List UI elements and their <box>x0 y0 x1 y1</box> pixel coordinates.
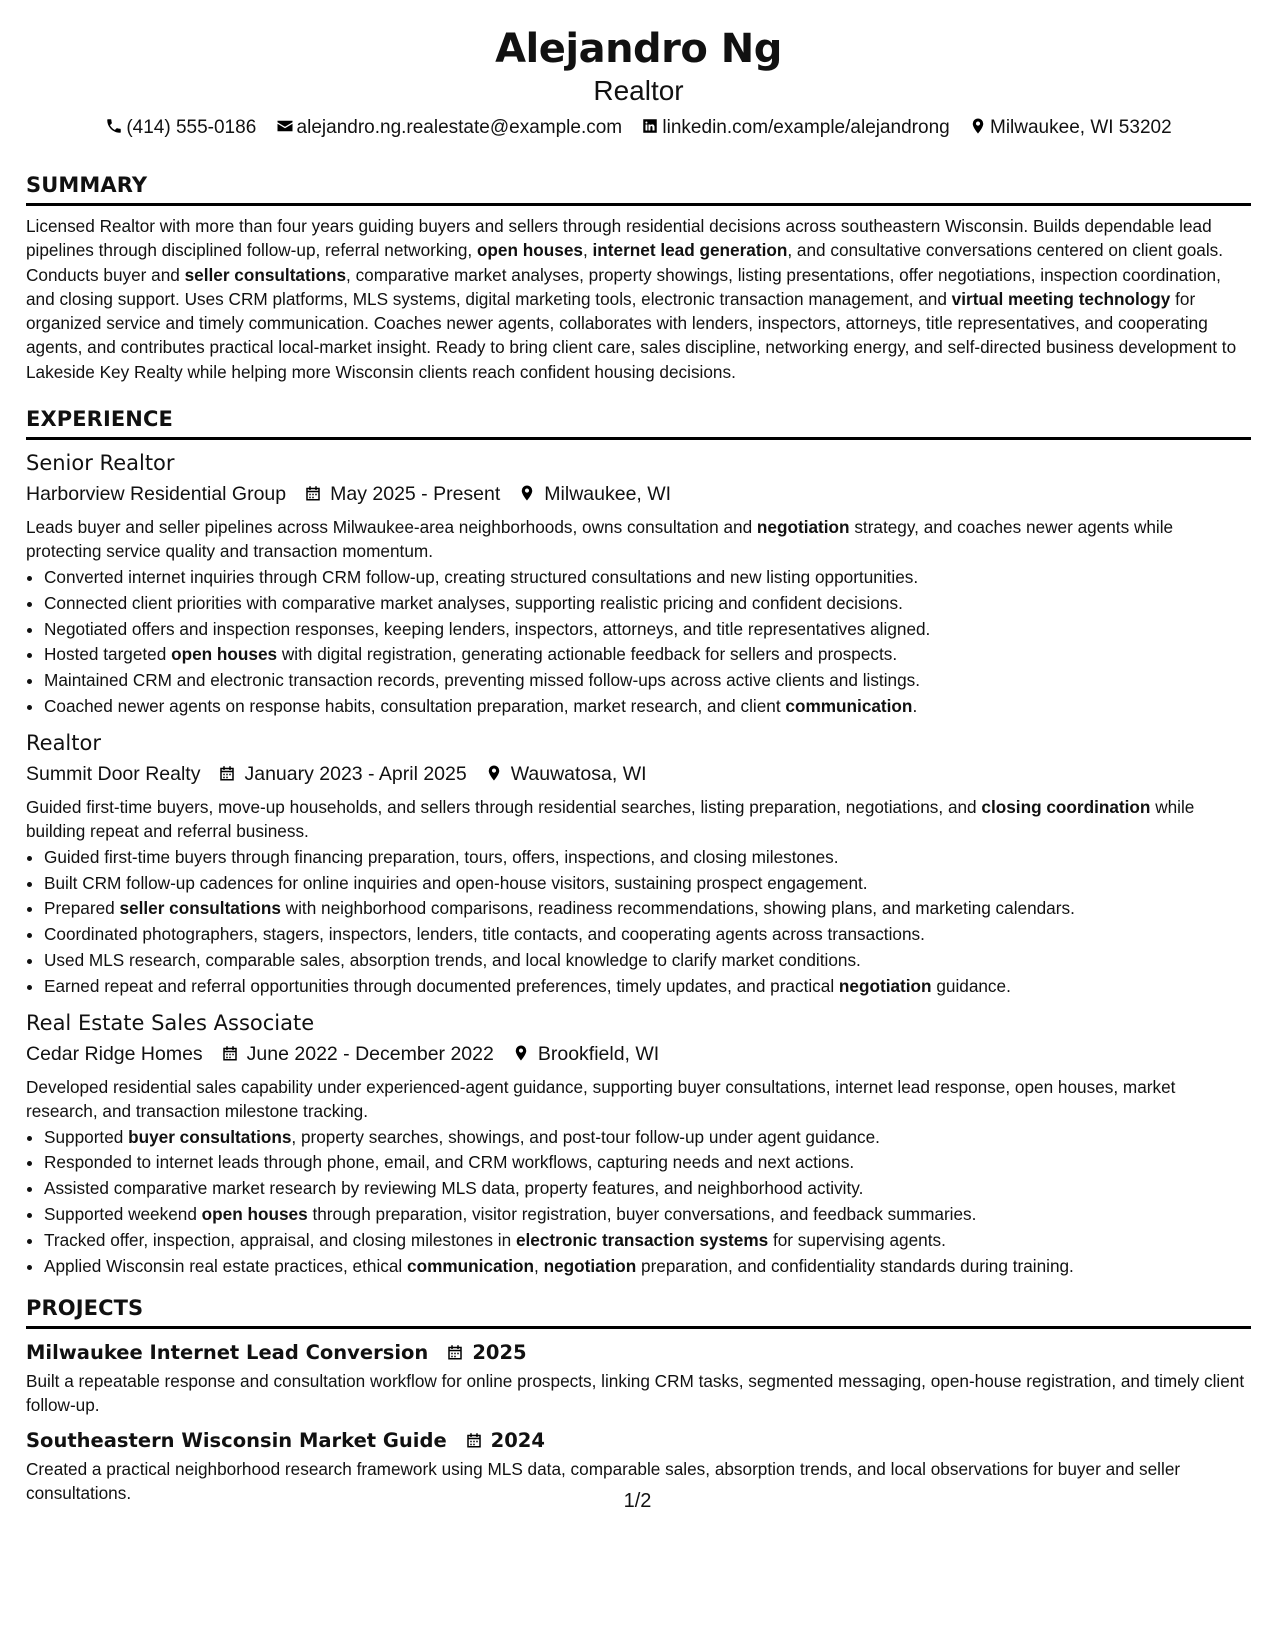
contact-linkedin[interactable] <box>641 114 949 142</box>
job-bullet <box>44 1254 1251 1280</box>
phone-text: (414) 555-0186 <box>126 117 257 138</box>
project-description: Created a practical neighborhood research framework using MLS data, comparable sales, absorption trends, and local observations for buyer and seller consultations. <box>26 1459 1181 1504</box>
keyword: negotiation <box>838 975 932 996</box>
job-company: Harborview Residential Group <box>26 483 287 506</box>
text-part: , property searches, showings, and post-tour follow-up under agent guidance. <box>291 1126 880 1147</box>
text-part: Built CRM follow-up cadences for online inquiries and open-house visitors, sustaining prospect engagement. <box>44 872 868 893</box>
resume-header <box>26 24 1251 142</box>
job-bullet <box>44 668 1251 694</box>
summary-text-part: , comparative market analyses, property showings, listing presentations, offer negotiations, inspection coordination, and closing support. Uses CRM platforms, MLS systems, digital marketing tools, electronic transaction management, and <box>26 264 1221 309</box>
project-year: 2024 <box>490 1429 545 1453</box>
job-bullet <box>44 896 1251 922</box>
section-title-projects: PROJECTS <box>26 1293 1251 1329</box>
text-part: Used MLS research, comparable sales, absorption trends, and local knowledge to clarify market conditions. <box>44 950 861 971</box>
project-description: Built a repeatable response and consultation workflow for online prospects, linking CRM tasks, segmented messaging, open-house registration, and timely client follow-up. <box>26 1371 1245 1416</box>
job-bullet <box>44 922 1251 948</box>
map-pin-icon <box>512 1044 530 1062</box>
keyword: buyer consultations <box>128 1126 292 1147</box>
job-bullet <box>44 1150 1251 1176</box>
contact-line <box>26 114 1251 142</box>
location-text: Milwaukee, WI 53202 <box>990 117 1172 138</box>
text-part: Guided first-time buyers through financing preparation, tours, offers, inspections, and closing milestones. <box>44 846 839 867</box>
envelope-icon <box>276 117 294 135</box>
job-description <box>26 1075 1251 1123</box>
job-description <box>26 795 1251 843</box>
summary-text-part: , <box>582 240 593 261</box>
text-part: guidance. <box>931 975 1011 996</box>
map-pin-icon <box>969 117 987 135</box>
calendar-icon <box>446 1343 464 1361</box>
job-title: Real Estate Sales Associate <box>26 1010 315 1035</box>
job-entry <box>26 728 1251 1000</box>
text-part: , <box>534 1255 544 1276</box>
section-title-experience: EXPERIENCE <box>26 404 1251 440</box>
experience-section <box>26 404 1251 1279</box>
resume-page <box>26 0 1251 1505</box>
job-title: Realtor <box>26 730 101 755</box>
text-part: Negotiated offers and inspection responses, keeping lenders, inspectors, attorneys, and title representatives aligned. <box>44 618 931 639</box>
text-part: while building repeat and referral business. <box>26 796 1195 841</box>
candidate-role: Realtor <box>593 75 684 106</box>
summary-text-part: for organized service and timely communication. Coaches newer agents, collaborates with lenders, inspectors, attorneys, title representatives, and cooperating agents, and contributes practical local-market insight. Ready to bring client care, sales discipline, networking energy, and self-directed business development to Lakeside Key Realty while helping more Wisconsin clients reach confident housing decisions. <box>26 288 1237 382</box>
job-location: Brookfield, WI <box>537 1042 660 1065</box>
job-meta <box>26 480 1251 508</box>
text-part: Coordinated photographers, stagers, inspectors, lenders, title contacts, and cooperating agents across transactions. <box>44 924 925 945</box>
text-part: Supported <box>44 1126 129 1147</box>
summary-keyword: seller consultations <box>184 264 347 285</box>
job-meta <box>26 1040 1251 1068</box>
linkedin-icon <box>641 117 659 135</box>
calendar-icon <box>304 484 322 502</box>
project-title-line <box>26 1339 1251 1367</box>
text-part: Responded to internet leads through phone, email, and CRM workflows, capturing needs and next actions. <box>44 1152 855 1173</box>
job-bullet <box>44 694 1251 720</box>
contact-phone <box>105 114 256 142</box>
text-part: with neighborhood comparisons, readiness recommendations, showing plans, and marketing calendars. <box>280 898 1075 919</box>
keyword: communication <box>407 1255 535 1276</box>
job-bullet <box>44 871 1251 897</box>
text-part: Leads buyer and seller pipelines across Milwaukee-area neighborhoods, owns consultation and <box>26 517 757 538</box>
job-bullet <box>44 948 1251 974</box>
project-list <box>26 1339 1251 1505</box>
text-part: Earned repeat and referral opportunities through documented preferences, timely updates, and practical <box>44 975 839 996</box>
job-bullet <box>44 974 1251 1000</box>
project-title: Milwaukee Internet Lead Conversion <box>26 1341 429 1365</box>
keyword: negotiation <box>543 1255 637 1276</box>
calendar-icon <box>221 1044 239 1062</box>
text-part: strategy, and coaches newer agents while protecting service quality and transaction momentum. <box>26 517 1174 562</box>
project-title: Southeastern Wisconsin Market Guide <box>26 1429 447 1453</box>
summary-keyword: open houses <box>476 240 583 261</box>
projects-section <box>26 1293 1251 1505</box>
contact-location <box>969 114 1172 142</box>
page-number: 1/2 <box>623 1490 652 1512</box>
job-bullet <box>44 845 1251 871</box>
job-bullet <box>44 1202 1251 1228</box>
job-bullets <box>26 1125 1251 1280</box>
candidate-name: Alejandro Ng <box>495 26 782 72</box>
keyword: electronic transaction systems <box>515 1229 769 1250</box>
job-entry <box>26 448 1251 720</box>
job-dates: May 2025 - Present <box>330 483 501 506</box>
text-part: . <box>912 696 918 717</box>
job-location: Milwaukee, WI <box>544 483 672 506</box>
keyword: open houses <box>201 1204 308 1225</box>
job-description <box>26 515 1251 563</box>
project-year: 2025 <box>472 1341 527 1365</box>
text-part: with digital registration, generating actionable feedback for sellers and prospects. <box>277 644 898 665</box>
summary-text-part: , and consultative conversations centered on client goals. Conducts buyer and <box>26 240 1224 285</box>
job-bullet <box>44 591 1251 617</box>
keyword: communication <box>785 696 913 717</box>
text-part: Tracked offer, inspection, appraisal, and closing milestones in <box>44 1229 516 1250</box>
text-part: through preparation, visitor registration, buyer conversations, and feedback summaries. <box>307 1204 977 1225</box>
job-bullets <box>26 845 1251 1000</box>
summary-text-part: Licensed Realtor with more than four years guiding buyers and sellers through residential decisions across southeastern Wisconsin. Builds dependable lead pipelines through disciplined follow-up, referral networking, <box>26 216 1212 261</box>
job-bullet <box>44 1125 1251 1151</box>
text-part: Applied Wisconsin real estate practices, ethical <box>44 1255 408 1276</box>
keyword: negotiation <box>756 517 850 538</box>
text-part: Connected client priorities with comparative market analyses, supporting realistic pricing and confident decisions. <box>44 592 903 613</box>
calendar-icon <box>465 1431 483 1449</box>
job-company: Cedar Ridge Homes <box>26 1042 203 1065</box>
text-part: Maintained CRM and electronic transaction records, preventing missed follow-ups across active clients and listings. <box>44 670 921 691</box>
phone-icon <box>105 117 123 135</box>
text-part: Developed residential sales capability under experienced-agent guidance, supporting buyer consultations, internet lead response, open houses, market research, and transaction milestone tracking. <box>26 1076 1176 1121</box>
job-company: Summit Door Realty <box>26 762 201 785</box>
job-bullet <box>44 617 1251 643</box>
summary-keyword: internet lead generation <box>592 240 788 261</box>
job-title: Senior Realtor <box>26 451 175 476</box>
text-part: Assisted comparative market research by reviewing MLS data, property features, and neighborhood activity. <box>44 1178 864 1199</box>
map-pin-icon <box>485 764 503 782</box>
keyword: open houses <box>171 644 278 665</box>
calendar-icon <box>218 764 236 782</box>
text-part: Prepared <box>44 898 120 919</box>
text-part: for supervising agents. <box>768 1229 946 1250</box>
summary-text <box>26 214 1251 384</box>
job-entry <box>26 1008 1251 1280</box>
summary-section <box>26 170 1251 384</box>
text-part: Hosted targeted <box>44 644 172 665</box>
project-title-line <box>26 1427 1251 1455</box>
text-part: Supported weekend <box>44 1204 202 1225</box>
text-part: Guided first-time buyers, move-up households, and sellers through residential searches, listing preparation, negotiations, and <box>26 796 982 817</box>
job-bullet <box>44 1176 1251 1202</box>
job-bullet <box>44 1228 1251 1254</box>
contact-email[interactable] <box>276 114 623 142</box>
job-meta <box>26 760 1251 788</box>
job-dates: January 2023 - April 2025 <box>244 762 467 785</box>
job-bullets <box>26 565 1251 720</box>
linkedin-text: linkedin.com/example/alejandrong <box>662 117 950 138</box>
job-bullet <box>44 642 1251 668</box>
email-text: alejandro.ng.realestate@example.com <box>296 117 623 138</box>
keyword: closing coordination <box>981 796 1151 817</box>
section-title-summary: SUMMARY <box>26 170 1251 206</box>
job-dates: June 2022 - December 2022 <box>246 1042 494 1065</box>
summary-keyword: virtual meeting technology <box>951 288 1171 309</box>
job-list <box>26 448 1251 1279</box>
project-entry <box>26 1339 1251 1417</box>
keyword: seller consultations <box>119 898 281 919</box>
text-part: Coached newer agents on response habits, consultation preparation, market research, and client <box>44 696 786 717</box>
job-location: Wauwatosa, WI <box>510 762 647 785</box>
text-part: preparation, and confidentiality standards during training. <box>636 1255 1074 1276</box>
job-bullet <box>44 565 1251 591</box>
text-part: Converted internet inquiries through CRM follow-up, creating structured consultations and new listing opportunities. <box>44 567 919 588</box>
map-pin-icon <box>518 484 536 502</box>
